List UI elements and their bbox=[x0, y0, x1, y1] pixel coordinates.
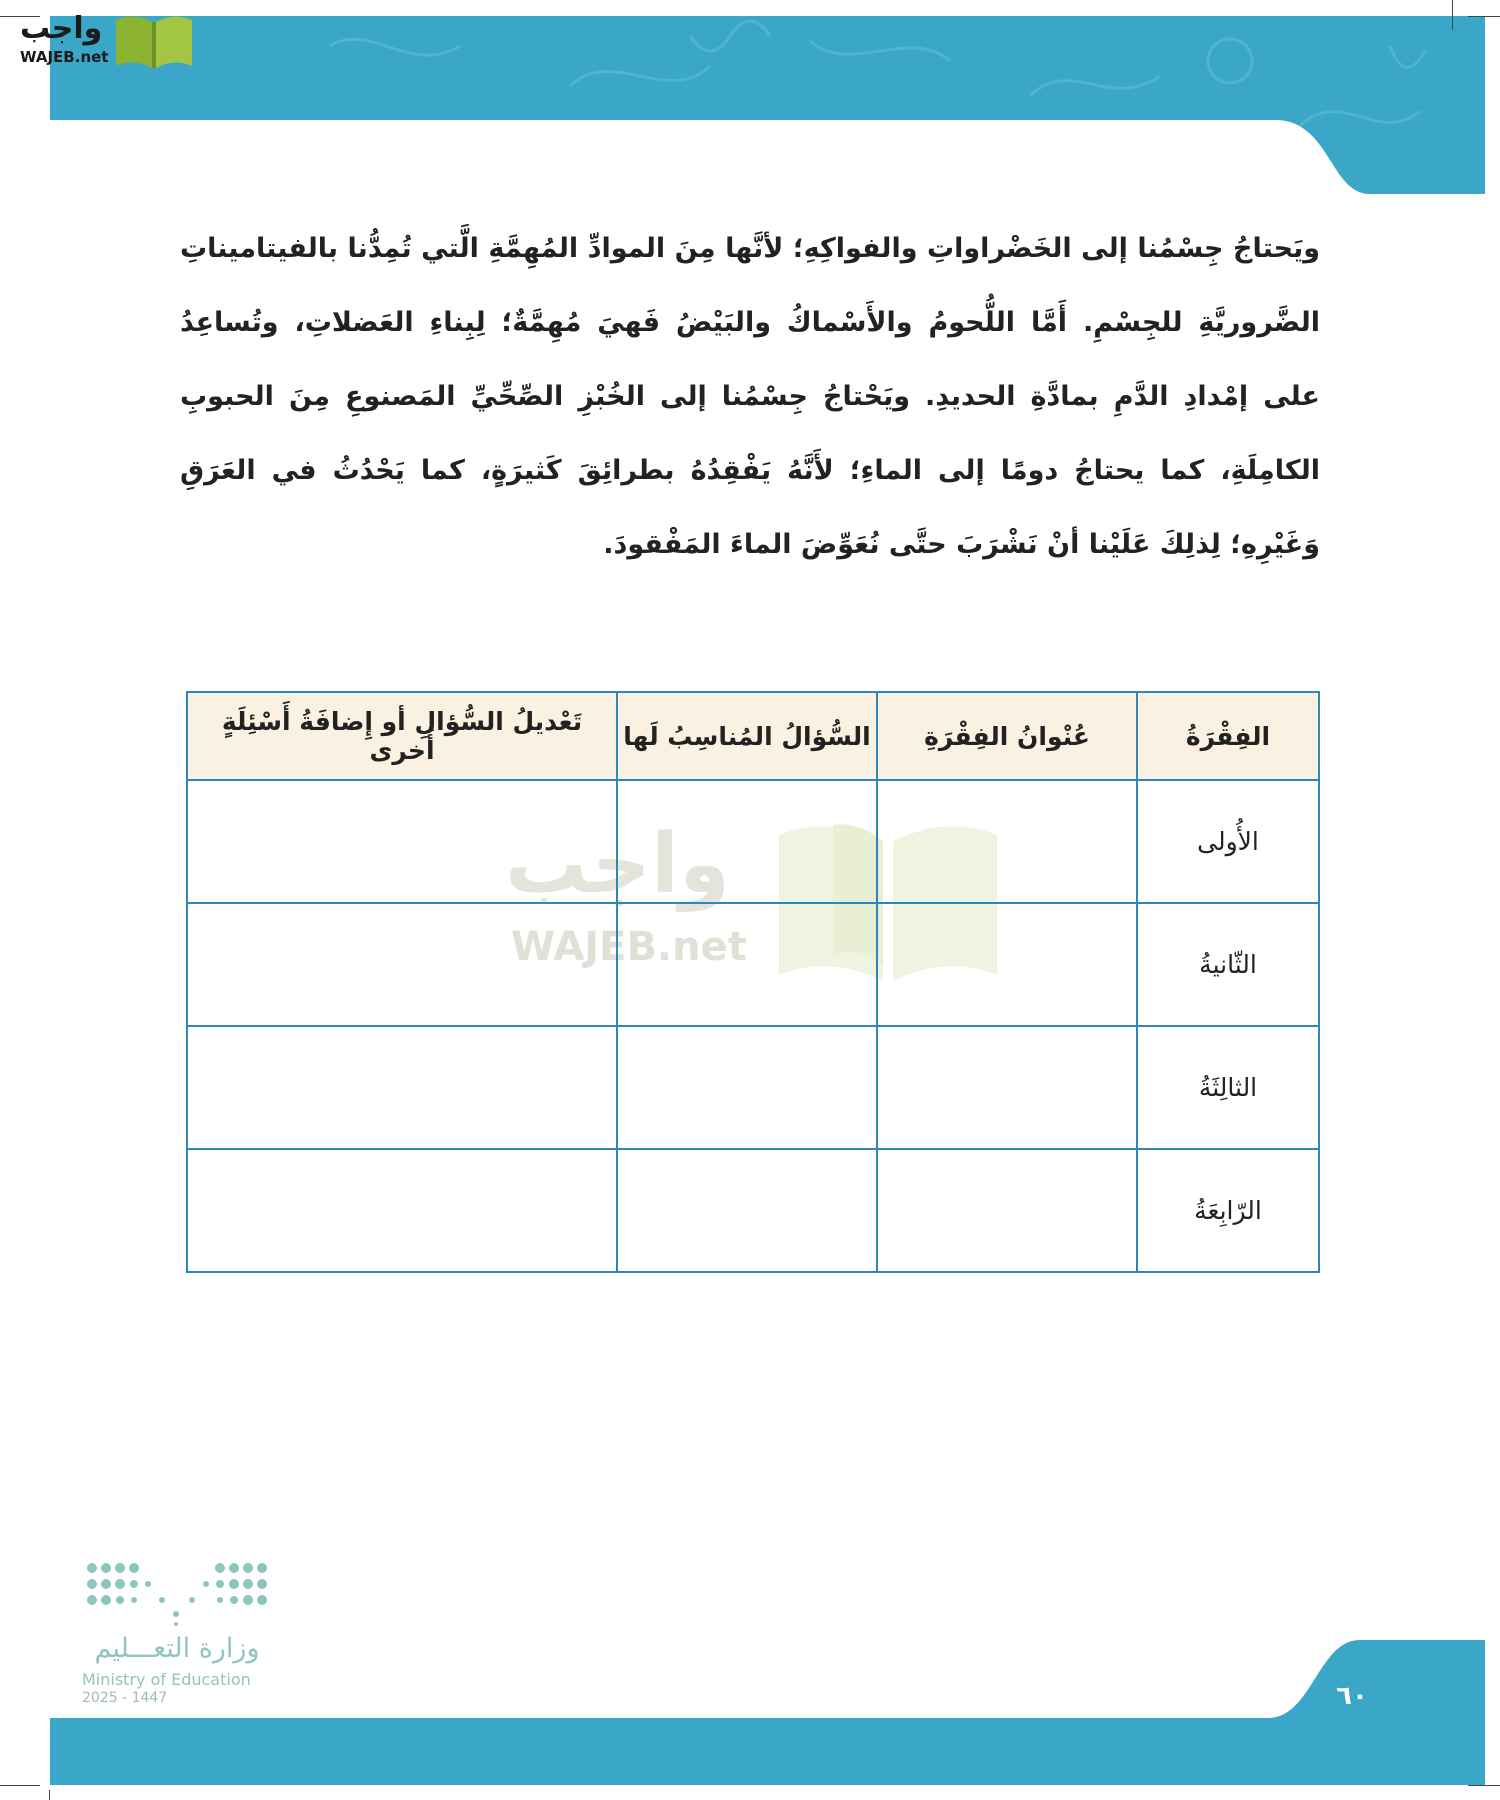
crop-mark bbox=[1452, 0, 1453, 30]
crop-mark bbox=[1468, 16, 1500, 17]
question-answer-cell[interactable] bbox=[617, 780, 877, 903]
table-row bbox=[187, 903, 1319, 1026]
wajeb-logo[interactable] bbox=[8, 8, 190, 70]
watermark-word: واجب bbox=[505, 817, 730, 912]
title-answer-cell[interactable] bbox=[877, 1026, 1137, 1149]
row-label: الثّانيةُ bbox=[1137, 903, 1319, 1026]
edit-answer-cell[interactable] bbox=[187, 1026, 617, 1149]
ministry-logo bbox=[78, 1560, 278, 1720]
edit-answer-cell[interactable] bbox=[187, 1149, 617, 1272]
row-label: الثالِثَةُ bbox=[1137, 1026, 1319, 1149]
ministry-year: 2025 - 1447 bbox=[82, 1690, 168, 1706]
header-band bbox=[50, 16, 1485, 194]
header-edit-question: تَعْديلُ السُّؤالِ أو إِضافَةُ أَسْئِلَةٍ أُخرى bbox=[187, 692, 617, 780]
question-answer-cell[interactable] bbox=[617, 1026, 877, 1149]
header-suitable-question: السُّؤالُ المُناسِبُ لَها bbox=[617, 692, 877, 780]
edit-answer-cell[interactable] bbox=[187, 903, 617, 1026]
ministry-emblem-icon bbox=[84, 1560, 269, 1628]
paragraph-analysis-table bbox=[186, 691, 1320, 1273]
logo-word: واجب bbox=[20, 11, 103, 46]
crop-mark bbox=[0, 1785, 40, 1786]
title-answer-cell[interactable] bbox=[877, 1149, 1137, 1272]
title-answer-cell[interactable] bbox=[877, 780, 1137, 903]
logo-subtitle: WAJEB.net bbox=[20, 48, 109, 66]
watermark-subtitle: WAJEB.net bbox=[511, 924, 747, 970]
table-row bbox=[187, 780, 1319, 903]
header-paragraph-title: عُنْوانُ الفِقْرَةِ bbox=[877, 692, 1137, 780]
table-row bbox=[187, 1149, 1319, 1272]
crop-mark bbox=[49, 1790, 50, 1800]
book-icon bbox=[112, 10, 196, 70]
reading-paragraph: ويَحتاجُ جِسْمُنا إلى الخَضْراواتِ والفواكِهِ؛ لأنَّها مِنَ الموادِّ المُهِمَّةِ الَّتي تُمِدُّنا بالفيتاميناتِ الضَّروريَّةِ للجِسْمِ. أَمَّا اللُّحومُ والأَسْماكُ والبَيْضُ فَهيَ مُهِمَّةٌ؛ لِبِناءِ العَضلاتِ، وتُساعِدُ على إمْدادِ الدَّمِ بمادَّةِ الحديدِ. ويَحْتاجُ جِسْمُنا إلى الخُبْزِ الصِّحِّيِّ المَصنوعِ مِنَ الحبوبِ الكامِلَةِ، كما يحتاجُ دومًا إلى الماءِ؛ لأَنَّهُ يَفْقِدُهُ بطرائِقَ كَثيرَةٍ، كما يَحْدُثُ في العَرَقِ وَغَيْرِهِ؛ لِذلِكَ عَلَيْنا أنْ نَشْرَبَ حتَّى نُعَوِّضَ الماءَ المَفْقودَ. bbox=[180, 233, 1320, 560]
question-answer-cell[interactable] bbox=[617, 1149, 877, 1272]
page-number: ٦٠ bbox=[1336, 1681, 1368, 1711]
header-paragraph: الفِقْرَةُ bbox=[1137, 692, 1319, 780]
table-row bbox=[187, 1026, 1319, 1149]
question-answer-cell[interactable] bbox=[617, 903, 877, 1026]
row-label: الرّابِعَةُ bbox=[1137, 1149, 1319, 1272]
row-label: الأُولى bbox=[1137, 780, 1319, 903]
table-header-row bbox=[187, 692, 1319, 780]
crop-mark bbox=[1468, 1785, 1500, 1786]
title-answer-cell[interactable] bbox=[877, 903, 1137, 1026]
ministry-english-name: Ministry of Education bbox=[82, 1670, 251, 1689]
ministry-arabic-name: وزارة التعـــليم bbox=[94, 1633, 260, 1664]
edit-answer-cell[interactable] bbox=[187, 780, 617, 903]
